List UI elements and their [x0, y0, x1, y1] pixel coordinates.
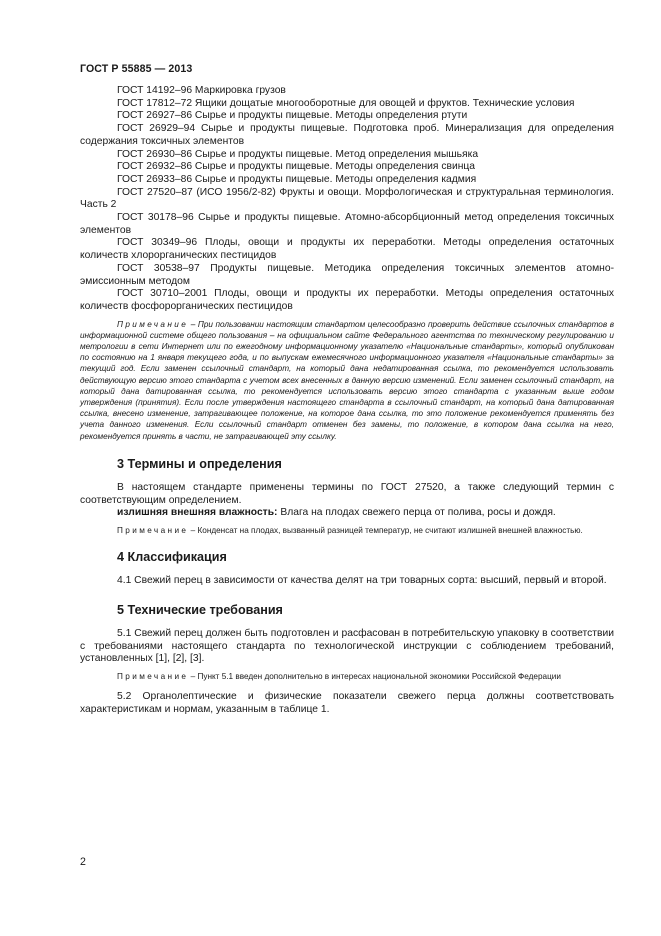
term-text: Влага на плодах свежего перца от полива, росы и дождя.	[277, 507, 556, 519]
reference-item: ГОСТ 26932–86 Сырье и продукты пищевые. Методы определения свинца	[117, 161, 476, 173]
term-definition	[80, 507, 614, 520]
section-3-note	[80, 525, 614, 536]
reference-item: ГОСТ 30538–97 Продукты пищевые. Методика определения токсичных элементов атомно-эмиссионным методом	[80, 262, 614, 287]
page-content	[80, 85, 614, 717]
note-text: – Пункт 5.1 введен дополнительно в интересах национальной экономики Российской Федерации	[188, 672, 561, 682]
section-3-intro: В настоящем стандарте применены термины по ГОСТ 27520, а также следующий термин с соответствующим определением.	[80, 481, 614, 506]
note-label: Примечание	[117, 319, 189, 329]
note-text: – Конденсат на плодах, вызванный разницей температур, не считают излишней внешней влажностью.	[188, 526, 583, 535]
section-4-title: 4 Классификация	[117, 550, 227, 565]
section-5-1-paragraph: 5.1 Свежий перец должен быть подготовлен и расфасован в потребительскую упаковку в соответствии с требованиями настоящего стандарта по технологической инструкции с соблюдением требований, установленных [1], [2], [3].	[80, 627, 614, 665]
reference-item: ГОСТ 26930–86 Сырье и продукты пищевые. Метод определения мышьяка	[117, 148, 479, 160]
document-header: ГОСТ Р 55885 — 2013	[80, 63, 193, 75]
reference-item: ГОСТ 26927–86 Сырье и продукты пищевые. Методы определения ртути	[117, 110, 468, 122]
section-5-note	[80, 671, 614, 682]
section-4-paragraph: 4.1 Свежий перец в зависимости от качества делят на три товарных сорта: высший, первый и второй.	[117, 575, 607, 587]
note-label: Примечание	[117, 526, 189, 535]
reference-item: ГОСТ 30710–2001 Плоды, овощи и продукты их переработки. Методы определения остаточных количеств фосфорорганических пестицидов	[80, 288, 614, 312]
page-number: 2	[80, 856, 86, 868]
section-3-title: 3 Термины и определения	[117, 456, 282, 471]
reference-item: ГОСТ 17812–72 Ящики дощатые многооборотные для овощей и фруктов. Технические условия	[117, 97, 575, 109]
references-note	[80, 319, 614, 442]
note-label: Примечание	[117, 672, 189, 682]
term-name: излишняя внешняя влажность:	[117, 507, 278, 519]
note-text: – При пользовании настоящим стандартом целесообразно проверить действие ссылочных стандартов в информационной системе общего пользования – на официальном сайте Федерального агентства по техническому регулированию и метрологии в сети Интернет или по ежегодному информационному указателю «Национальные стандарты», который опубликован по состоянию на 1 января текущего года, и по выпускам ежемесячного информационного указателя «Национальные стандарты» за текущий год. Если заменен ссылочный стандарт, на который дана недатированная ссылка, то рекомендуется использовать действующую версию этого стандарта с учетом всех внесенных в данную версию изменений. Если заменен ссылочный стандарт, на который дана датированная ссылка, то рекомендуется использовать версию этого стандарта с указанным выше годом утверждения (принятия). Если после утверждения настоящего стандарта в ссылочный стандарт, на который дана датированная ссылка, внесено изменение, затрагивающее положение, на которое дана ссылка, то это положение рекомендуется применять без учета данного изменения. Если ссылочный стандарт отменен без замены, то положение, в котором дана ссылка на него, рекомендуется принять в части, не затрагивающей эту ссылку.	[80, 319, 614, 441]
section-5-title: 5 Технические требования	[117, 602, 283, 617]
reference-item: ГОСТ 30349–96 Плоды, овощи и продукты их переработки. Методы определения остаточных количеств хлорорганических пестицидов	[80, 237, 614, 262]
reference-item: ГОСТ 27520–87 (ИСО 1956/2-82) Фрукты и овощи. Морфологическая и структуральная терминология. Часть 2	[80, 186, 614, 211]
section-5-2-paragraph: 5.2 Органолептические и физические показатели свежего перца должны соответствовать характеристикам и нормам, указанным в таблице 1.	[80, 691, 614, 715]
reference-item: ГОСТ 26933–86 Сырье и продукты пищевые. Методы определения кадмия	[117, 173, 477, 185]
normative-references-list	[80, 85, 614, 314]
reference-item: ГОСТ 14192–96 Маркировка грузов	[117, 85, 286, 96]
reference-item: ГОСТ 30178–96 Сырье и продукты пищевые. Атомно-абсорбционный метод определения токсичных элементов	[80, 212, 614, 236]
reference-item: ГОСТ 26929–94 Сырье и продукты пищевые. Подготовка проб. Минерализация для определения содержания токсичных элементов	[80, 123, 614, 147]
